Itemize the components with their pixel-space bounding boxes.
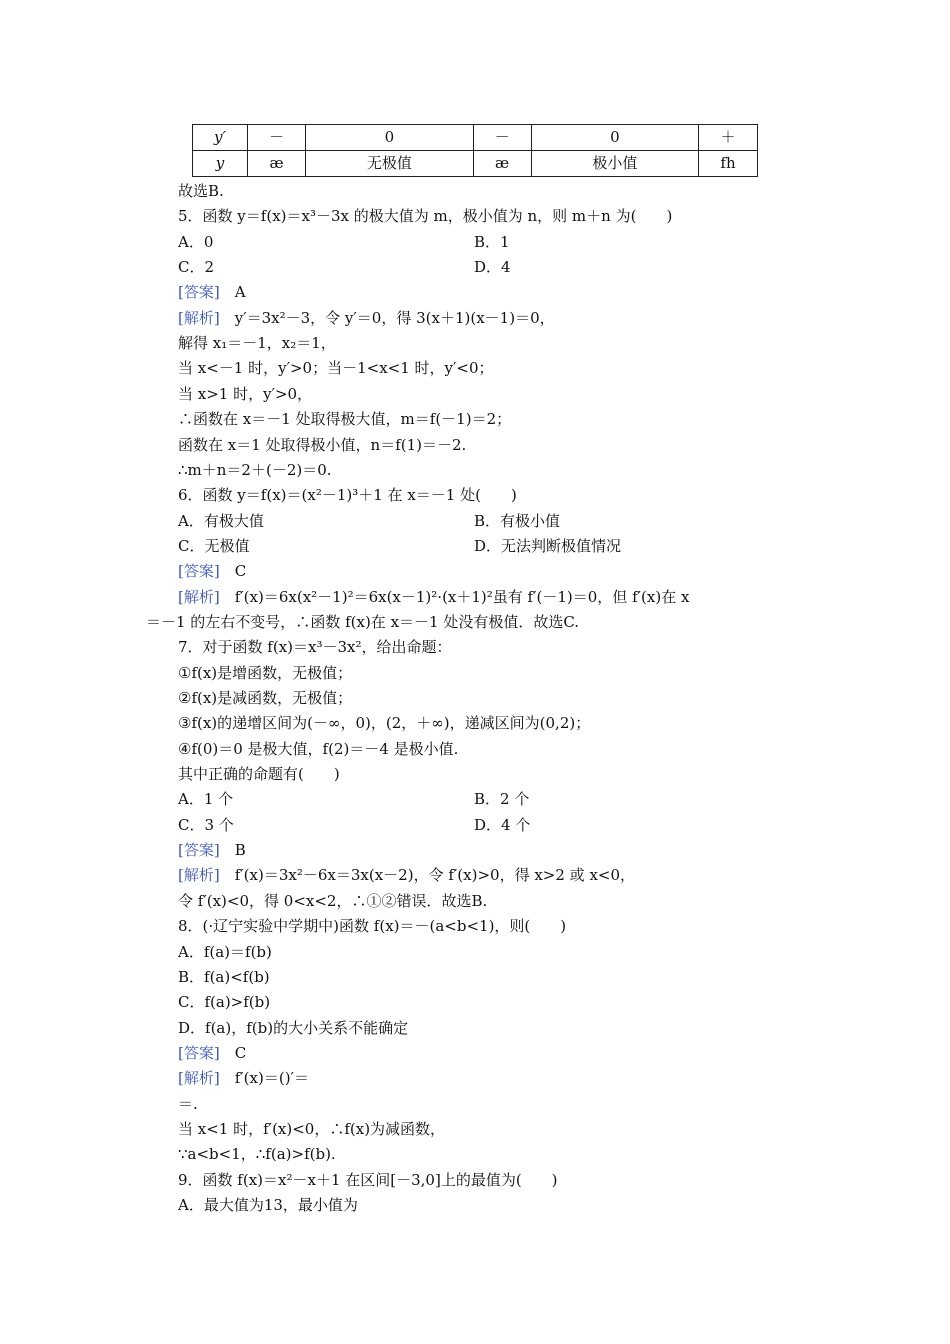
line-text: 7．对于函数 f(x)＝x³－3x²，给出命题： xyxy=(178,638,452,657)
table-cell: 无极值 xyxy=(306,151,473,177)
section-tag: [解析] xyxy=(178,587,220,606)
option-right: B．1 xyxy=(474,232,510,251)
text-line xyxy=(178,891,487,911)
table-row xyxy=(193,151,758,177)
line-text: f′(x)＝()′＝ xyxy=(219,1069,309,1088)
option-right: D．4 xyxy=(474,258,511,277)
text-line xyxy=(178,384,312,404)
line-text: 8．(·辽宁实验中学期中)函数 f(x)＝－(a<b<1)，则( ) xyxy=(178,917,567,936)
section-tag: [答案] xyxy=(178,562,220,581)
line-text: 令 f′(x)<0，得 0<x<2，∴①②错误．故选B. xyxy=(178,891,488,910)
text-line xyxy=(178,485,517,505)
option-right: D．4 个 xyxy=(474,815,531,834)
line-text: 6．函数 y＝f(x)＝(x²－1)³＋1 在 x＝－1 处( ) xyxy=(178,486,517,505)
line-text: 其中正确的命题有( ) xyxy=(178,765,340,784)
text-line xyxy=(178,764,340,784)
line-text: C．3 个 xyxy=(178,815,234,834)
line-text: ②f(x)是减函数，无极值； xyxy=(178,689,353,707)
text-line xyxy=(178,1170,558,1190)
text-line xyxy=(178,713,590,733)
table-cell: ＋ xyxy=(699,125,758,151)
section-tag: [解析] xyxy=(178,866,220,885)
table-cell: y′ xyxy=(193,125,248,151)
text-line xyxy=(178,1043,246,1063)
text-line xyxy=(178,739,458,759)
section-tag: [答案] xyxy=(178,841,220,860)
option-right: B．有极小值 xyxy=(474,511,561,530)
text-line xyxy=(178,688,352,708)
table-row xyxy=(193,125,758,151)
text-line xyxy=(178,637,452,657)
line-text: A．有极大值 xyxy=(178,511,264,530)
section-tag: [答案] xyxy=(178,1043,220,1062)
text-line xyxy=(178,561,246,581)
text-line xyxy=(178,511,264,531)
line-text: 解得 x₁＝－1，x₂＝1， xyxy=(178,334,336,353)
text-line xyxy=(178,1144,336,1164)
sign-table xyxy=(192,124,758,177)
line-text: ①f(x)是增函数，无极值； xyxy=(178,663,353,682)
line-text: C．无极值 xyxy=(178,536,250,555)
option-right: D．无法判断极值情况 xyxy=(474,536,622,555)
line-text: 当 x>1 时，y′>0， xyxy=(178,384,313,403)
line-text: 当 x<－1 时，y′>0；当－1<x<1 时，y′<0； xyxy=(178,359,494,378)
text-line xyxy=(178,1018,408,1038)
table-cell: 0 xyxy=(531,125,698,151)
line-text: 5．函数 y＝f(x)＝x³－3x 的极大值为 m，极小值为 n，则 m＋n 为( ) xyxy=(178,207,673,226)
text-line xyxy=(178,536,249,556)
text-line xyxy=(178,308,555,328)
line-text: y′＝3x²－3，令 y′＝0，得 3(x＋1)(x－1)＝0， xyxy=(219,308,555,327)
option-right: B．2 个 xyxy=(474,790,530,809)
line-text: ∴m＋n＝2＋(－2)＝0. xyxy=(178,460,332,479)
line-text: ∵a<b<1，∴f(a)>f(b). xyxy=(178,1145,336,1164)
line-text: C．2 xyxy=(178,258,215,277)
text-line xyxy=(178,333,336,353)
line-text: A．1 个 xyxy=(178,790,234,809)
line-text: 函数在 x＝1 处取得极小值，n＝f(1)＝－2. xyxy=(178,435,467,454)
text-line xyxy=(178,257,214,277)
text-line xyxy=(178,967,270,987)
text-line xyxy=(178,282,246,302)
table-cell: － xyxy=(248,125,306,151)
text-line xyxy=(178,358,494,378)
text-line xyxy=(178,232,213,252)
line-text: A xyxy=(219,283,246,302)
text-line xyxy=(178,1068,309,1088)
text-line xyxy=(178,181,224,201)
table-cell: y xyxy=(193,151,248,177)
line-text: ∴函数在 x＝－1 处取得极大值，m＝f(－1)＝2； xyxy=(178,410,512,429)
text-line xyxy=(178,435,466,455)
line-text: f′(x)＝6x(x²－1)²＝6x(x－1)²·(x＋1)²虽有 f′(－1)＝0，但 f′(x)在 x xyxy=(219,587,690,606)
line-text: C xyxy=(219,1043,247,1062)
section-tag: [答案] xyxy=(178,283,220,302)
line-text: D．f(a)，f(b)的大小关系不能确定 xyxy=(178,1018,409,1037)
section-tag: [解析] xyxy=(178,308,220,327)
text-line xyxy=(178,587,689,607)
table-cell: － xyxy=(473,125,531,151)
line-text: 故选B. xyxy=(178,182,224,200)
line-text: ④f(0)＝0 是极大值，f(2)＝－4 是极小值. xyxy=(178,739,459,758)
text-line xyxy=(178,865,635,885)
text-line xyxy=(178,1195,358,1215)
line-text: B．f(a)<f(b) xyxy=(178,967,270,986)
line-text: f′(x)＝3x²－6x＝3x(x－2)，令 f′(x)>0，得 x>2 或 x<0， xyxy=(219,866,636,885)
line-text: A．最大值为13，最小值为 xyxy=(178,1196,358,1214)
text-line xyxy=(178,460,332,480)
line-text: ③f(x)的递增区间为(－∞，0)，(2，＋∞)，递减区间为(0,2)； xyxy=(178,714,591,733)
text-line xyxy=(178,1094,198,1114)
line-text: 当 x<1 时，f′(x)<0，∴f(x)为减函数， xyxy=(178,1119,446,1138)
text-line xyxy=(178,815,234,835)
line-text: A．f(a)＝f(b) xyxy=(178,942,272,961)
line-text: 9．函数 f(x)＝x²－x＋1 在区间[－3,0]上的最值为( ) xyxy=(178,1170,558,1189)
text-line xyxy=(178,992,270,1012)
table-cell: 极小值 xyxy=(531,151,698,177)
text-line xyxy=(178,840,246,860)
line-text: C xyxy=(219,562,247,581)
table-cell: æ xyxy=(248,151,306,177)
text-line xyxy=(178,409,511,429)
line-text: B xyxy=(219,841,246,860)
text-line xyxy=(178,663,352,683)
text-line xyxy=(146,612,579,632)
line-text: A．0 xyxy=(178,232,214,251)
section-tag: [解析] xyxy=(178,1069,220,1088)
text-line xyxy=(178,942,272,962)
line-text: C．f(a)>f(b) xyxy=(178,993,271,1012)
line-text: ＝. xyxy=(178,1094,198,1113)
table-cell: 0 xyxy=(306,125,473,151)
table-cell: æ xyxy=(473,151,531,177)
text-line xyxy=(178,1119,445,1139)
line-text: ＝－1 的左右不变号，∴函数 f(x)在 x＝－1 处没有极值．故选C. xyxy=(146,612,580,631)
text-line xyxy=(178,789,233,809)
table-cell: fh xyxy=(699,151,758,177)
text-line xyxy=(178,916,566,936)
text-line xyxy=(178,206,672,226)
